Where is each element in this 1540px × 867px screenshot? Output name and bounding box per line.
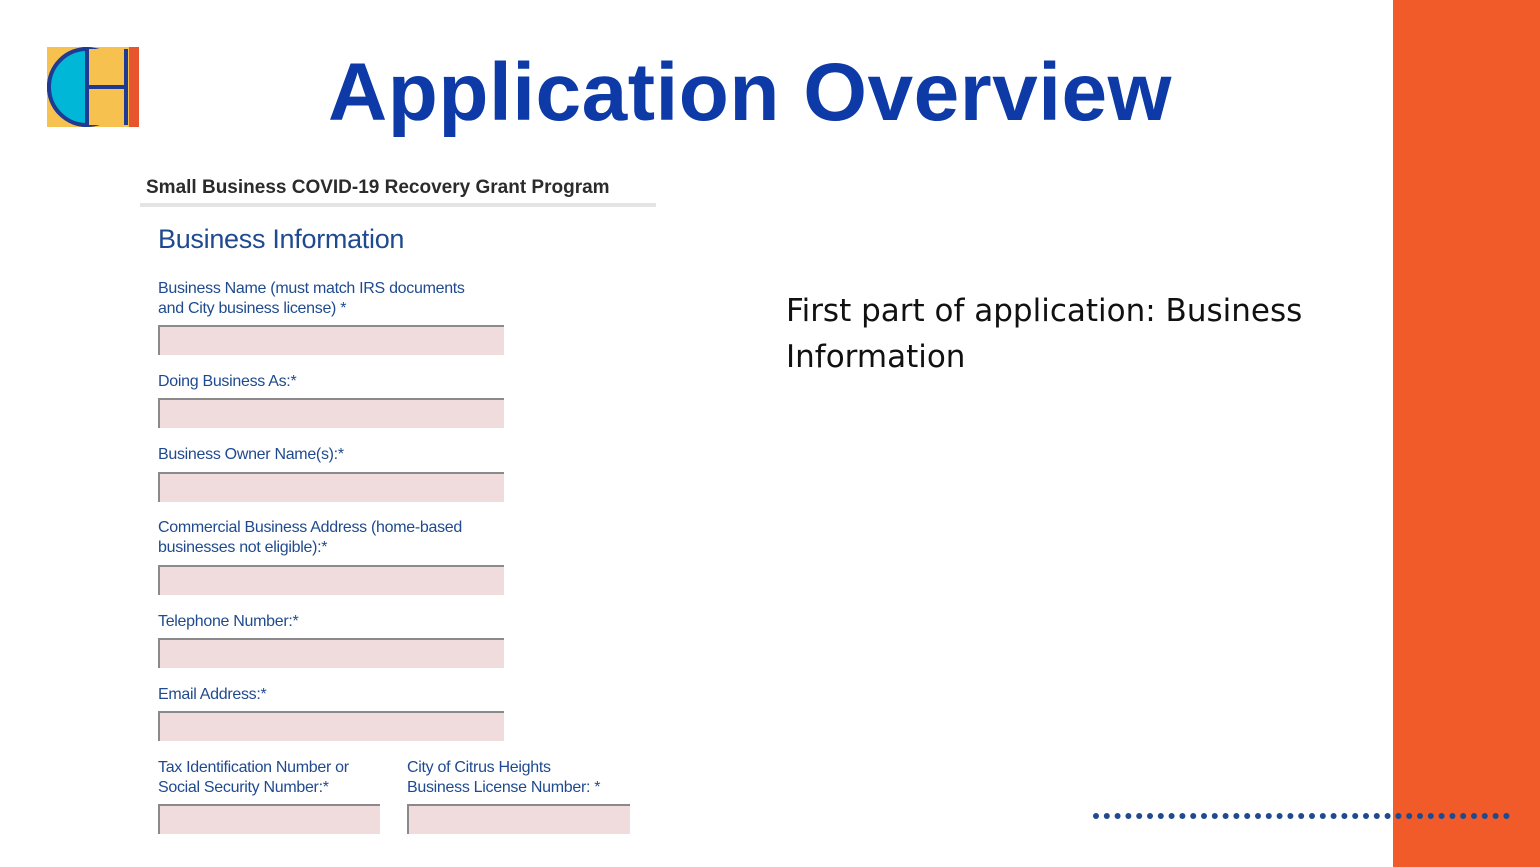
decorative-dot: [1233, 813, 1239, 819]
decorative-dot: [1493, 813, 1499, 819]
business-address-input[interactable]: [158, 565, 504, 595]
decorative-dot: [1482, 813, 1488, 819]
decorative-dot: [1449, 813, 1455, 819]
decorative-dot: [1104, 813, 1110, 819]
business-owner-label: Business Owner Name(s):*: [158, 446, 344, 463]
business-license-label: City of Citrus Heights Business License Number: *: [407, 759, 601, 796]
decorative-dot: [1244, 813, 1250, 819]
decorative-dot: [1395, 813, 1401, 819]
decorative-dot: [1277, 813, 1283, 819]
decorative-dot: [1179, 813, 1185, 819]
decorative-dot: [1147, 813, 1153, 819]
decorative-dot: [1341, 813, 1347, 819]
decorative-dot: [1125, 813, 1131, 819]
side-note: First part of application: Business Information: [786, 293, 1303, 375]
business-license-input[interactable]: [407, 804, 630, 834]
decorative-dot: [1287, 813, 1293, 819]
decorative-dot: [1417, 813, 1423, 819]
decorative-dot: [1320, 813, 1326, 819]
email-label: Email Address:*: [158, 686, 267, 703]
program-divider: [140, 203, 656, 207]
decorative-dot: [1201, 813, 1207, 819]
decorative-dot: [1352, 813, 1358, 819]
decorative-dot: [1115, 813, 1121, 819]
decorative-dot: [1385, 813, 1391, 819]
doing-business-as-input[interactable]: [158, 398, 504, 428]
decorative-dot: [1406, 813, 1412, 819]
decorative-dot: [1439, 813, 1445, 819]
business-owner-input[interactable]: [158, 472, 504, 502]
decorative-dot-row: [1088, 808, 1518, 824]
decorative-dot: [1266, 813, 1272, 819]
decorative-dot: [1190, 813, 1196, 819]
decorative-dot: [1331, 813, 1337, 819]
decorative-dot: [1255, 813, 1261, 819]
decorative-dot: [1374, 813, 1380, 819]
telephone-input[interactable]: [158, 638, 504, 668]
section-heading: Business Information: [158, 224, 405, 254]
decorative-dot: [1223, 813, 1229, 819]
business-address-label: Commercial Business Address (home-based businesses not eligible):*: [158, 519, 462, 556]
email-input[interactable]: [158, 711, 504, 741]
decorative-dot: [1158, 813, 1164, 819]
tax-id-input[interactable]: [158, 804, 380, 834]
decorative-dot: [1212, 813, 1218, 819]
program-title: Small Business COVID-19 Recovery Grant Program: [146, 177, 610, 198]
decorative-dot: [1093, 813, 1099, 819]
decorative-dot: [1309, 813, 1315, 819]
telephone-label: Telephone Number:*: [158, 613, 299, 630]
decorative-dot: [1503, 813, 1509, 819]
tax-id-label: Tax Identification Number or Social Security Number:*: [158, 759, 349, 796]
decorative-dot: [1169, 813, 1175, 819]
decorative-dot: [1136, 813, 1142, 819]
slide-title: Application Overview: [328, 47, 1172, 138]
doing-business-as-label: Doing Business As:*: [158, 373, 297, 390]
business-name-label: Business Name (must match IRS documents and City business license) *: [158, 280, 465, 317]
decorative-dot: [1363, 813, 1369, 819]
decorative-dot: [1428, 813, 1434, 819]
decorative-dot: [1298, 813, 1304, 819]
decorative-dot: [1471, 813, 1477, 819]
business-name-input[interactable]: [158, 325, 504, 355]
decorative-dot: [1460, 813, 1466, 819]
